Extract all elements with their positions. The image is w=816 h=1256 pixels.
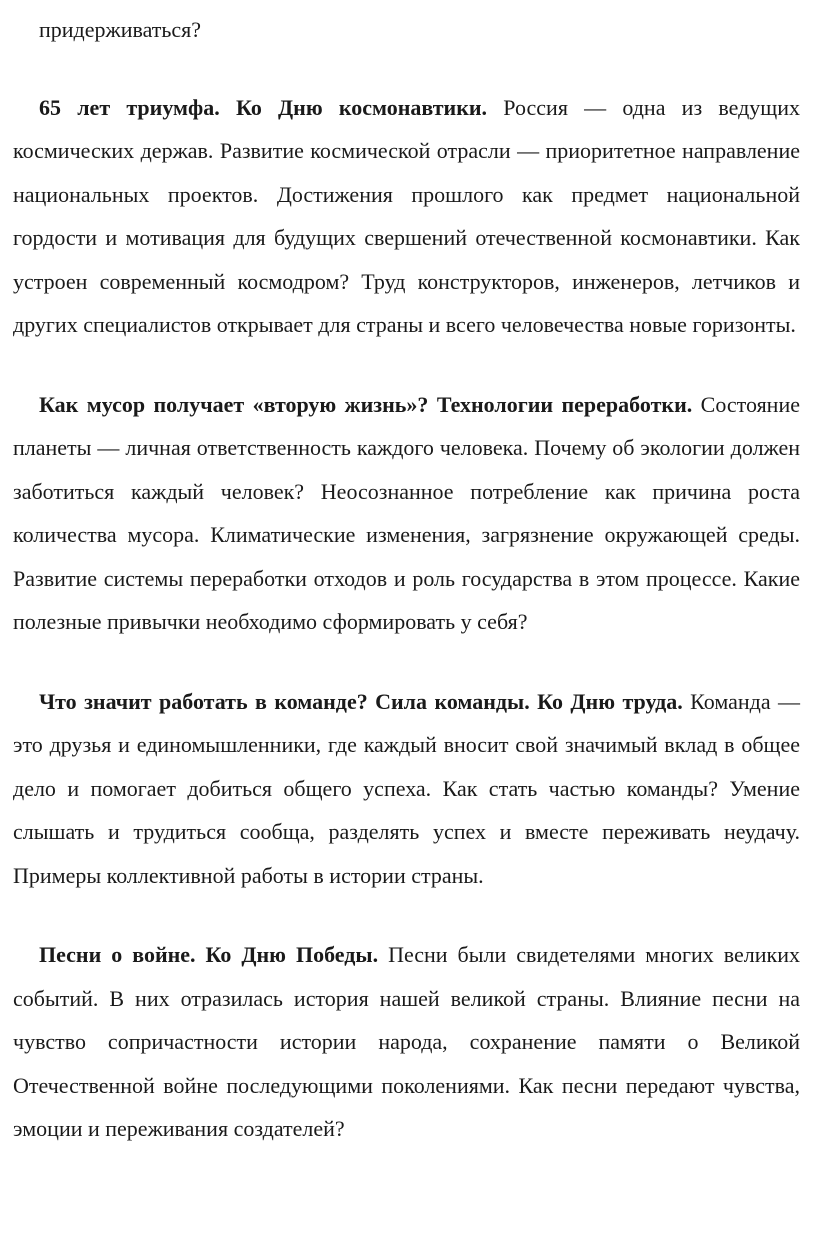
- continuation-text: придерживаться?: [39, 17, 202, 42]
- section-heading: Как мусор получает «вторую жизнь»? Технологии переработки.: [39, 391, 693, 417]
- section-body: Команда — это друзья и единомышленники, где каждый вносит свой значимый вклад в общее дело и помогает добиться общего успеха. Как стать частью команды? Умение слышать и трудиться сообща, разделять успех и вместе переживать неудачу. Примеры коллективной работы в истории страны.: [13, 688, 800, 888]
- section-heading: 65 лет триумфа. Ко Дню космонавтики.: [39, 94, 488, 120]
- section-body: Песни были свидетелями многих великих событий. В них отразилась история нашей великой страны. Влияние песни на чувство сопричастности истории народа, сохранение памяти о Великой Отечественной войне последующими поколениями. Как песни передают чувства, эмоции и переживания создателей?: [13, 942, 800, 1141]
- section-cosmonautics: [13, 86, 800, 347]
- section-heading: Песни о войне. Ко Дню Победы.: [39, 942, 379, 967]
- continuation-paragraph: [13, 8, 800, 52]
- section-war-songs: [13, 933, 800, 1151]
- section-teamwork: [13, 680, 800, 898]
- section-heading: Что значит работать в команде? Сила команды. Ко Дню труда.: [39, 688, 683, 714]
- section-body: Россия — одна из ведущих космических держав. Развитие космической отрасли — приоритетное направление национальных проектов. Достижения прошлого как предмет национальной гордости и мотивация для будущих свершений отечественной космонавтики. Как устроен современный космодром? Труд конструкторов, инженеров, летчиков и других специалистов открывает для страны и всего человечества новые горизонты.: [13, 94, 800, 337]
- section-recycling: [13, 383, 800, 644]
- section-body: Состояние планеты — личная ответственность каждого человека. Почему об экологии должен заботиться каждый человек? Неосознанное потребление как причина роста количества мусора. Климатические изменения, загрязнение окружающей среды. Развитие системы переработки отходов и роль государства в этом процессе. Какие полезные привычки необходимо сформировать у себя?: [13, 391, 800, 634]
